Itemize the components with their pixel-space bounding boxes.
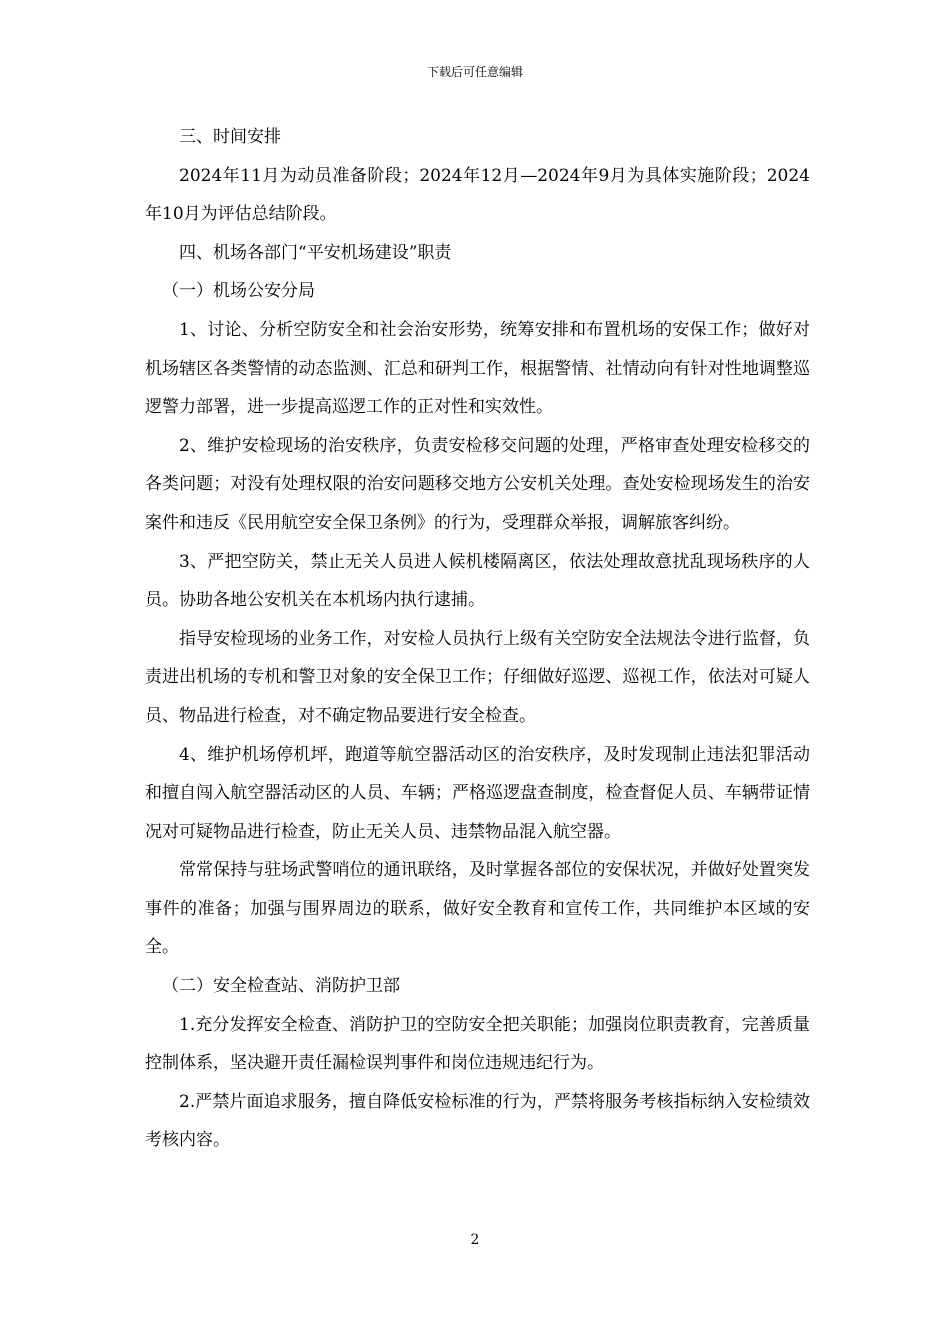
document-body bbox=[145, 118, 810, 1160]
paragraph-police-2: 2、维护安检现场的治安秩序，负责安检移交问题的处理，严格审查处理安检移交的各类问题；对没有处理权限的治安问题移交地方公安机关处理。查处安检现场发生的治安案件和违反《民用航空安全保卫条例》的行为，受理群众举报，调解旅客纠纷。 bbox=[145, 435, 810, 533]
paragraph-security-2: 2.严禁片面追求服务，擅自降低安检标准的行为，严禁将服务考核指标纳入安检绩效考核内容。 bbox=[145, 1091, 810, 1151]
subsection-heading-security: （二）安全检查站、消防护卫部 bbox=[162, 976, 400, 997]
section-heading-schedule: 三、时间安排 bbox=[179, 127, 281, 147]
paragraph-security-1: 1.充分发挥安全检查、消防护卫的空防安全把关职能；加强岗位职责教育，完善质量控制体系，坚决避开责任漏检误判事件和岗位违规违纪行为。 bbox=[145, 1014, 810, 1074]
paragraph-police-contact: 常常保持与驻场武警哨位的通讯联络，及时掌握各部位的安保状况，并做好处置突发事件的准备；加强与围界周边的联系，做好安全教育和宣传工作，共同维护本区域的安全。 bbox=[145, 860, 810, 958]
paragraph-police-3: 3、严把空防关，禁止无关人员进人候机楼隔离区，依法处理故意扰乱现场秩序的人员。协助各地公安机关在本机场内执行逮捕。 bbox=[145, 551, 810, 611]
section-heading-responsibilities: 四、机场各部门“平安机场建设”职责 bbox=[179, 242, 452, 263]
paragraph-police-4: 4、维护机场停机坪，跑道等航空器活动区的治安秩序，及时发现制止违法犯罪活动和擅自闯入航空器活动区的人员、车辆；严格巡逻盘查制度，检查督促人员、车辆带证情况对可疑物品进行检查，防止无关人员、违禁物品混入航空器。 bbox=[145, 744, 810, 842]
paragraph-schedule: 2024年11月为动员准备阶段；2024年12月—2024年9月为具体实施阶段；2024年10月为评估总结阶段。 bbox=[145, 165, 810, 225]
subsection-heading-police: （一）机场公安分局 bbox=[162, 281, 315, 302]
paragraph-police-guidance: 指导安检现场的业务工作，对安检人员执行上级有关空防安全法规法令进行监督，负责进出机场的专机和警卫对象的安全保卫工作；仔细做好巡逻、巡视工作，依法对可疑人员、物品进行检查，对不确定物品要进行安全检查。 bbox=[145, 628, 810, 726]
header-note: 下载后可任意编辑 bbox=[426, 65, 523, 79]
page-number: 2 bbox=[470, 1232, 480, 1248]
paragraph-police-1: 1、讨论、分析空防安全和社会治安形势，统筹安排和布置机场的安保工作；做好对机场辖区各类警情的动态监测、汇总和研判工作，根据警情、社情动向有针对性地调整巡逻警力部署，进一步提高巡逻工作的正对性和实效性。 bbox=[145, 319, 810, 418]
